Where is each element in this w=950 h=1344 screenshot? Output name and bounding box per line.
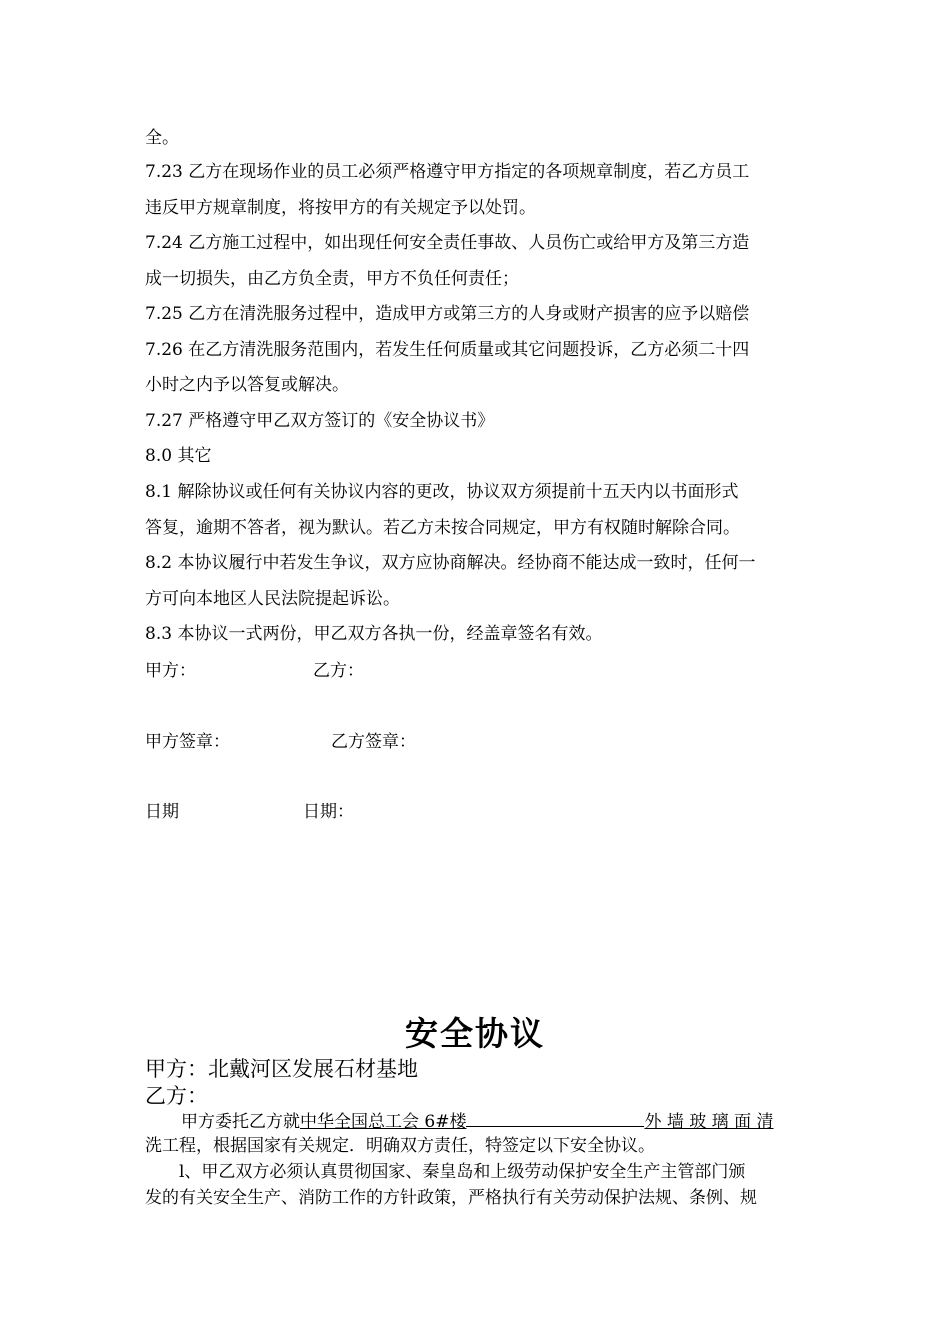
party-a-seal-label: 甲方签章： — [145, 732, 230, 752]
intro-project-name: 中华全国总工会 6#楼 — [300, 1112, 467, 1132]
section-8-0-heading: 8.0 其它 — [145, 446, 212, 466]
date-a-label: 日期 — [145, 802, 179, 822]
clause-7-26: 7.26 在乙方清洗服务范围内，若发生任何质量或其它问题投诉，乙方必须二十四 — [145, 340, 750, 360]
text-line: 方可向本地区人民法院提起诉讼。 — [145, 589, 400, 609]
clause-8-2: 8.2 本协议履行中若发生争议，双方应协商解决。经协商不能达成一致时，任何一 — [145, 553, 756, 573]
intro-suffix: 外 墙 玻 璃 面 清 — [644, 1112, 774, 1132]
agreement-party-b: 乙方： — [145, 1084, 208, 1108]
clause-7-24: 7.24 乙方施工过程中，如出现任何安全责任事故、人员伤亡或给甲方及第三方造 — [145, 233, 750, 253]
text-line: 小时之内予以答复或解决。 — [145, 375, 349, 395]
date-b-label: 日期： — [303, 802, 354, 822]
agreement-title: 安全协议 — [405, 1014, 545, 1053]
intro-prefix: 甲方委托乙方就 — [181, 1112, 300, 1132]
clause-7-23: 7.23 乙方在现场作业的员工必须严格遵守甲方指定的各项规章制度，若乙方员工 — [145, 162, 750, 182]
clause-8-1: 8.1 解除协议或任何有关协议内容的更改，协议双方须提前十五天内以书面形式 — [145, 482, 739, 502]
clause-1-line-1 — [145, 1162, 807, 1182]
clause-1-line-2: 发的有关安全生产、消防工作的方针政策，严格执行有关劳动保护法规、条例、规 — [145, 1188, 757, 1208]
party-b-seal-label: 乙方签章： — [331, 732, 416, 752]
text-line: 答复，逾期不答者，视为默认。若乙方未按合同规定，甲方有权随时解除合同。 — [145, 518, 740, 538]
blank-underline — [466, 1110, 644, 1127]
intro-paragraph-line-1 — [145, 1110, 807, 1132]
clause-8-3: 8.3 本协议一式两份，甲乙双方各执一份，经盖章签名有效。 — [145, 624, 603, 644]
party-a-label: 甲方： — [145, 661, 196, 681]
text-line: 全。 — [145, 128, 179, 148]
text-line: 成一切损失，由乙方负全责，甲方不负任何责任； — [145, 269, 519, 289]
clause-7-27: 7.27 严格遵守甲乙双方签订的《安全协议书》 — [145, 411, 495, 431]
agreement-party-a: 甲方：北戴河区发展石材基地 — [145, 1057, 418, 1081]
party-b-label: 乙方： — [313, 661, 364, 681]
intro-paragraph-line-2: 洗工程，根据国家有关规定．明确双方责任，特签定以下安全协议。 — [145, 1136, 655, 1156]
clause-1-text: l、甲乙双方必须认真贯彻国家、秦皇岛和上级劳动保护安全生产主管部门颁 — [179, 1162, 746, 1182]
clause-7-25: 7.25 乙方在清洗服务过程中，造成甲方或第三方的人身或财产损害的应予以赔偿 — [145, 304, 750, 324]
text-line: 违反甲方规章制度，将按甲方的有关规定予以处罚。 — [145, 198, 536, 218]
